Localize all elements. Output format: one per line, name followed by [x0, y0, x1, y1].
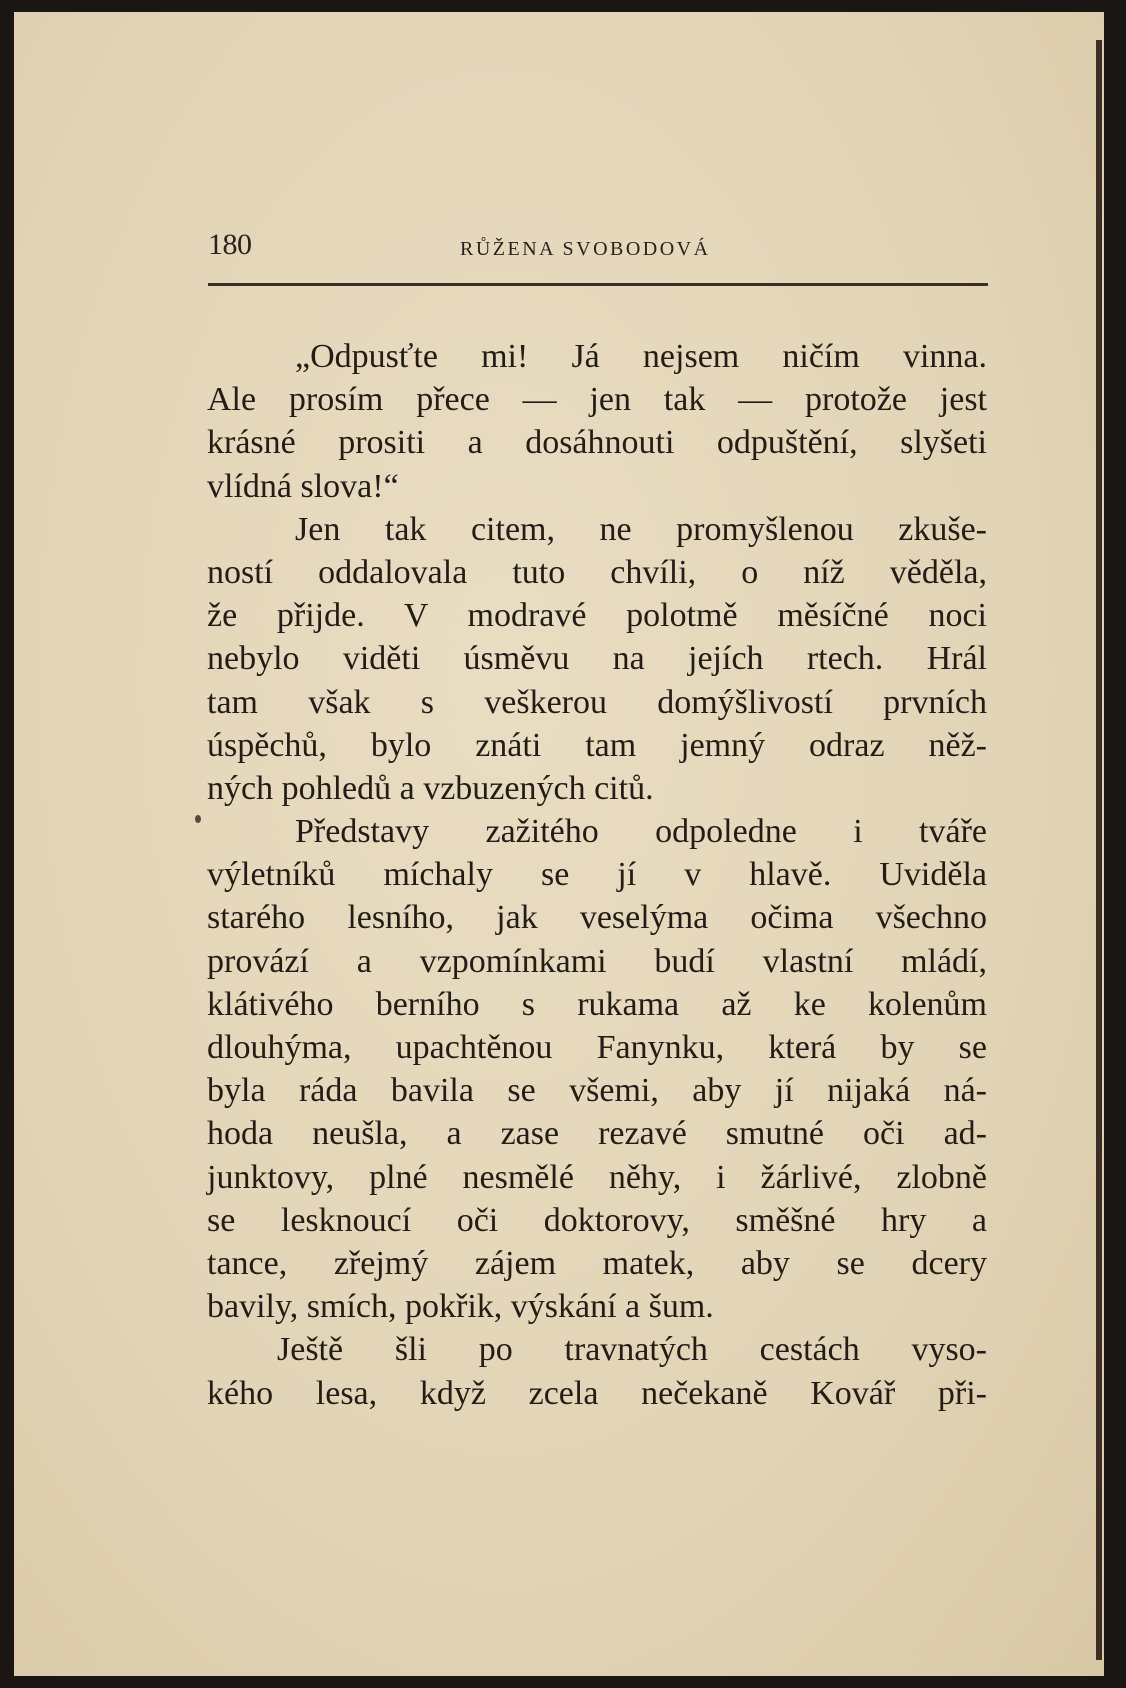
- margin-mark: [195, 815, 201, 823]
- text-line: tance, zřejmý zájem matek, aby se dcery: [207, 1244, 987, 1282]
- text-line: nebylo viděti úsměvu na jejích rtech. Hrál: [207, 640, 987, 678]
- text-line: Ale prosím přece — jen tak — protože jest: [207, 381, 987, 419]
- text-line: hoda neušla, a zase rezavé smutné oči ad-: [207, 1115, 987, 1153]
- text-line: krásné prositi a dosáhnouti odpuštění, slyšeti: [207, 424, 987, 462]
- text-line: ných pohledů a vzbuzených citů.: [207, 769, 654, 807]
- text-line: klátivého berního s rukama až ke kolenům: [207, 985, 987, 1023]
- body-text: [207, 335, 987, 1415]
- text-line: „Odpusťte mi! Já nejsem ničím vinna.: [295, 338, 987, 375]
- text-line: ností oddalovala tuto chvíli, o níž věděla,: [207, 553, 987, 591]
- text-line: vlídná slova!“: [207, 467, 399, 505]
- page-edge-shadow: [1096, 40, 1102, 1660]
- text-line: Představy zažitého odpoledne i tváře: [295, 813, 987, 851]
- text-line: výletníků míchaly se jí v hlavě. Uviděla: [207, 856, 987, 894]
- text-line: úspěchů, bylo znáti tam jemný odraz něž-: [207, 726, 987, 764]
- text-line: provází a vzpomínkami budí vlastní mládí,: [207, 942, 987, 980]
- text-line: Ještě šli po travnatých cestách vyso-: [277, 1331, 987, 1369]
- text-line: byla ráda bavila se všemi, aby jí nijaká ná-: [207, 1072, 987, 1110]
- page-number: 180: [208, 228, 252, 261]
- header-rule: [208, 283, 988, 286]
- text-line: že přijde. V modravé polotmě měsíčné noci: [207, 597, 987, 635]
- running-head: RŮŽENA SVOBODOVÁ: [460, 238, 711, 260]
- text-line: kého lesa, když zcela nečekaně Kovář při-: [207, 1374, 987, 1412]
- text-line: tam však s veškerou domýšlivostí prvních: [207, 683, 987, 721]
- text-line: Jen tak citem, ne promyšlenou zkuše-: [295, 510, 987, 548]
- text-line: dlouhýma, upachtěnou Fanynku, která by se: [207, 1029, 987, 1066]
- text-line: se lesknoucí oči doktorovy, směšné hry a: [207, 1201, 987, 1239]
- text-line: starého lesního, jak veselýma očima všechno: [207, 899, 987, 937]
- text-line: bavily, smích, pokřik, výskání a šum.: [207, 1288, 714, 1326]
- text-line: junktovy, plné nesmělé něhy, i žárlivé, zlobně: [207, 1158, 987, 1196]
- page-header: [208, 228, 988, 272]
